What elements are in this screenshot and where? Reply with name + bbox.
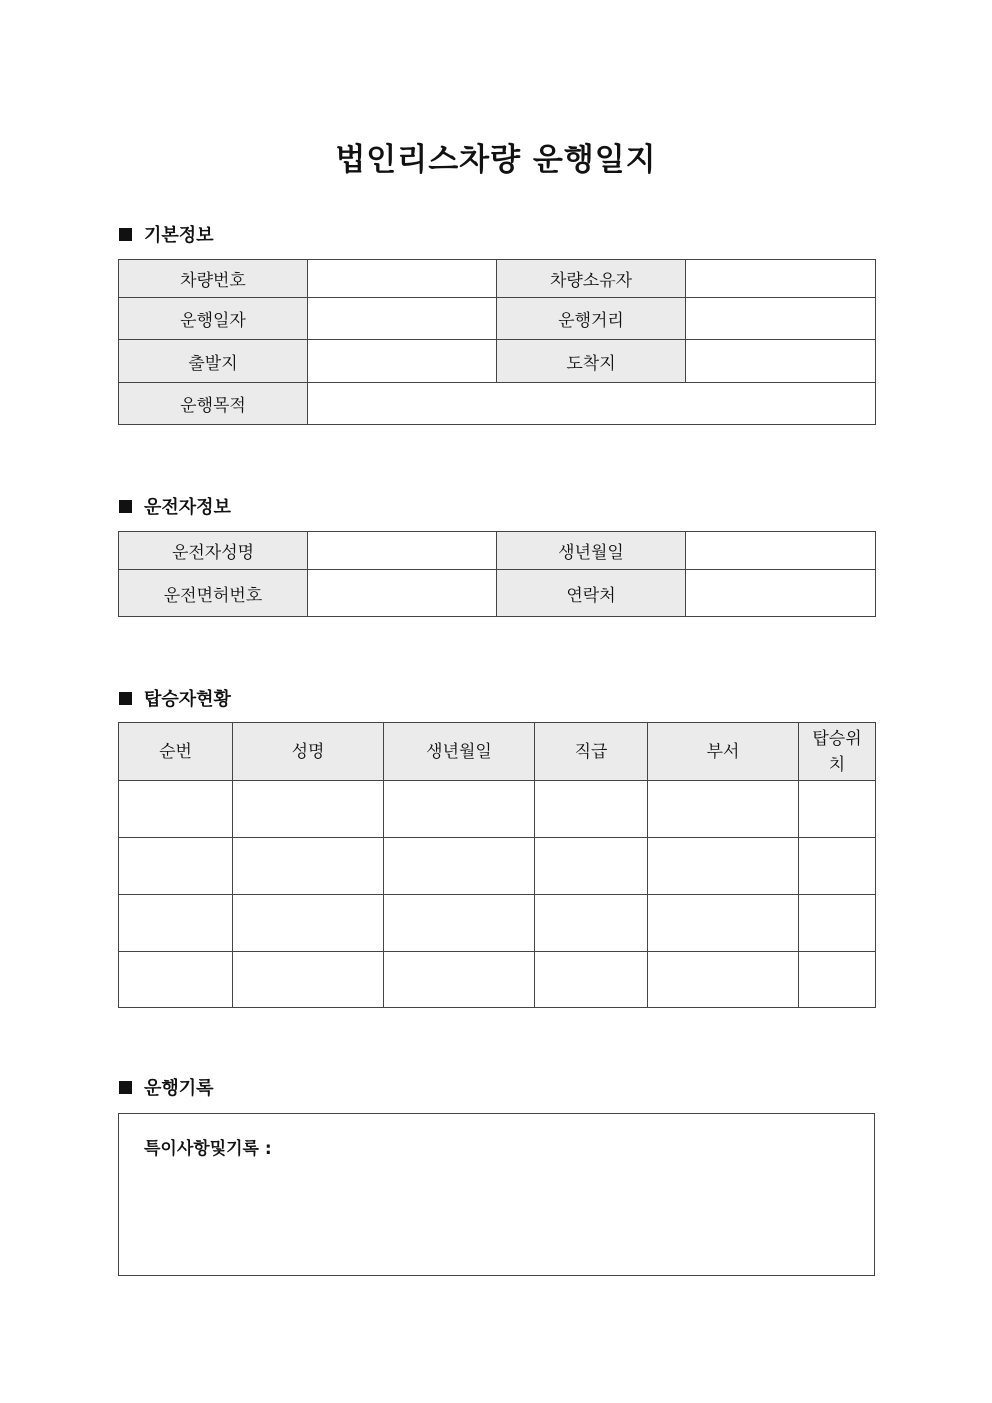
square-bullet-icon	[119, 500, 132, 513]
table-cell[interactable]	[384, 781, 535, 838]
arrival-field[interactable]	[686, 340, 876, 383]
table-cell[interactable]	[535, 952, 648, 1008]
table-cell[interactable]	[648, 781, 799, 838]
license-number-field[interactable]	[308, 570, 497, 617]
square-bullet-icon	[119, 692, 132, 705]
table-header-row	[119, 723, 876, 781]
table-row	[119, 952, 876, 1008]
table-cell[interactable]	[384, 838, 535, 895]
drive-distance-field[interactable]	[686, 298, 876, 340]
table-cell[interactable]	[535, 895, 648, 952]
vehicle-owner-field[interactable]	[686, 260, 876, 298]
table-cell[interactable]	[535, 781, 648, 838]
table-row	[119, 260, 876, 298]
column-header-seq: 순번	[119, 723, 233, 781]
notes-label: 특이사항및기록 :	[144, 1139, 272, 1159]
table-cell[interactable]	[384, 952, 535, 1008]
table-cell[interactable]	[648, 838, 799, 895]
purpose-label: 운행목적	[119, 383, 308, 425]
driver-name-label: 운전자성명	[119, 532, 308, 570]
basic-info-table	[118, 259, 876, 425]
birth-date-label: 생년월일	[497, 532, 686, 570]
square-bullet-icon	[119, 1081, 132, 1094]
contact-label: 연락처	[497, 570, 686, 617]
section-heading-basic-info	[119, 221, 214, 247]
table-cell[interactable]	[384, 895, 535, 952]
drive-date-label: 운행일자	[119, 298, 308, 340]
table-cell[interactable]	[119, 895, 233, 952]
table-row	[119, 838, 876, 895]
contact-field[interactable]	[686, 570, 876, 617]
section-heading-drive-log	[119, 1074, 214, 1100]
table-cell[interactable]	[119, 838, 233, 895]
table-cell[interactable]	[233, 781, 384, 838]
passenger-table	[118, 722, 876, 1008]
column-header-department: 부서	[648, 723, 799, 781]
section-title: 운전자정보	[144, 497, 231, 518]
drive-date-field[interactable]	[308, 298, 497, 340]
table-cell[interactable]	[119, 781, 233, 838]
table-row	[119, 340, 876, 383]
section-title: 탑승자현황	[144, 689, 231, 710]
section-heading-driver-info	[119, 493, 231, 519]
table-row	[119, 532, 876, 570]
table-cell[interactable]	[799, 838, 876, 895]
table-cell[interactable]	[119, 952, 233, 1008]
table-cell[interactable]	[799, 952, 876, 1008]
purpose-field[interactable]	[308, 383, 876, 425]
drive-distance-label: 운행거리	[497, 298, 686, 340]
document-title: 법인리스차량 운행일지	[335, 142, 657, 178]
vehicle-number-field[interactable]	[308, 260, 497, 298]
driver-name-field[interactable]	[308, 532, 497, 570]
table-row	[119, 895, 876, 952]
section-title: 운행기록	[144, 1078, 214, 1099]
column-header-seat: 탑승위치	[799, 723, 876, 781]
column-header-name: 성명	[233, 723, 384, 781]
table-cell[interactable]	[648, 952, 799, 1008]
table-cell[interactable]	[799, 895, 876, 952]
table-cell[interactable]	[799, 781, 876, 838]
table-row	[119, 570, 876, 617]
departure-field[interactable]	[308, 340, 497, 383]
table-cell[interactable]	[233, 895, 384, 952]
table-row	[119, 383, 876, 425]
license-number-label: 운전면허번호	[119, 570, 308, 617]
table-cell[interactable]	[233, 952, 384, 1008]
table-row	[119, 781, 876, 838]
vehicle-owner-label: 차량소유자	[497, 260, 686, 298]
column-header-rank: 직급	[535, 723, 648, 781]
table-cell[interactable]	[535, 838, 648, 895]
birth-date-field[interactable]	[686, 532, 876, 570]
section-heading-passengers	[119, 685, 231, 711]
drive-log-notes-box[interactable]	[118, 1113, 875, 1276]
column-header-birth: 생년월일	[384, 723, 535, 781]
vehicle-number-label: 차량번호	[119, 260, 308, 298]
square-bullet-icon	[119, 228, 132, 241]
departure-label: 출발지	[119, 340, 308, 383]
table-cell[interactable]	[648, 895, 799, 952]
arrival-label: 도착지	[497, 340, 686, 383]
driver-info-table	[118, 531, 876, 617]
table-row	[119, 298, 876, 340]
section-title: 기본정보	[144, 225, 214, 246]
table-cell[interactable]	[233, 838, 384, 895]
